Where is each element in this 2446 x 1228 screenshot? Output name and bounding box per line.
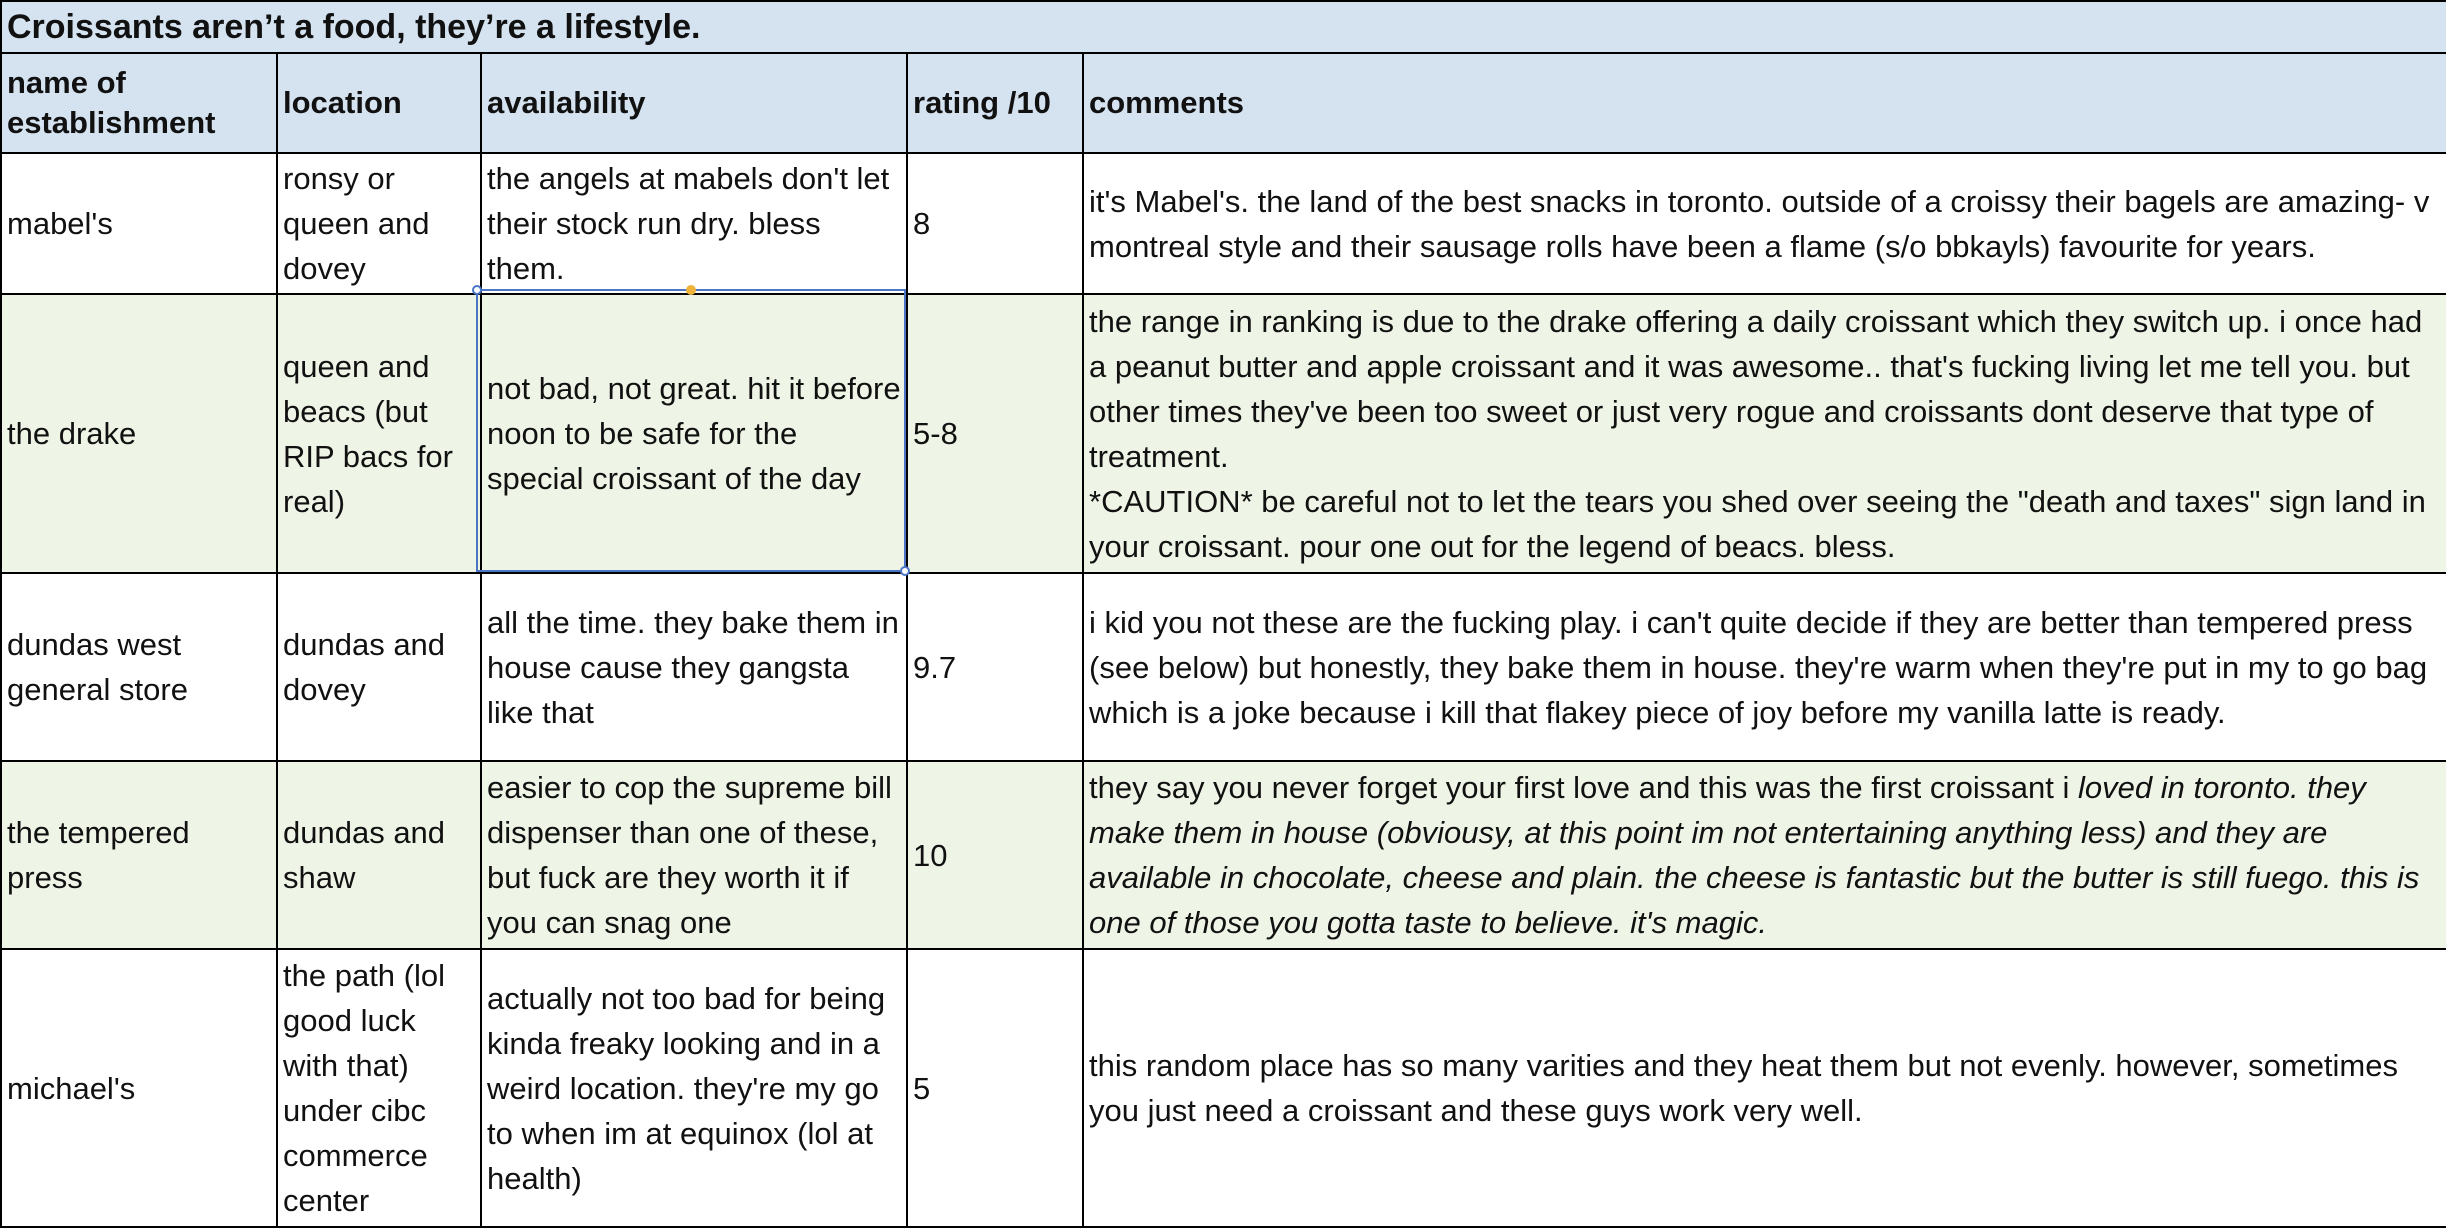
- selection-handle-top-left[interactable]: [472, 285, 482, 295]
- cell-availability[interactable]: easier to cop the supreme bill dispenser than one of these, but fuck are they worth it if you can snag one: [481, 761, 907, 949]
- comment-caution: *CAUTION* be careful not to let the tears you shed over seeing the "death and taxes" sign land in your croissant. pour one out for the legend of beacs. bless.: [1089, 483, 2426, 564]
- header-location[interactable]: location: [277, 53, 481, 153]
- cell-location[interactable]: dundas and dovey: [277, 573, 481, 761]
- selection-handle-top[interactable]: [686, 285, 696, 295]
- table-row: [1, 153, 2446, 294]
- comment-text: they say you never forget your first love and this was the first croissant i: [1089, 770, 2078, 805]
- header-name[interactable]: name of establishment: [1, 53, 277, 153]
- table-row: [1, 761, 2446, 949]
- header-row: [1, 53, 2446, 153]
- cell-location[interactable]: ronsy or queen and dovey: [277, 153, 481, 294]
- table-row: [1, 573, 2446, 761]
- sheet-title[interactable]: Croissants aren’t a food, they’re a lifestyle.: [1, 1, 2446, 53]
- cell-name[interactable]: michael's: [1, 949, 277, 1227]
- cell-location[interactable]: the path (lol good luck with that) under cibc commerce center: [277, 949, 481, 1227]
- selection-handle-bottom-right[interactable]: [900, 566, 910, 576]
- table-row: [1, 294, 2446, 573]
- cell-rating[interactable]: 5: [907, 949, 1083, 1227]
- header-availability[interactable]: availability: [481, 53, 907, 153]
- cell-comments[interactable]: this random place has so many varities and they heat them but not evenly. however, sometimes you just need a croissant and these guys work very well.: [1083, 949, 2446, 1227]
- header-rating[interactable]: rating /10: [907, 53, 1083, 153]
- title-row: [1, 1, 2446, 53]
- cell-comments[interactable]: [1083, 294, 2446, 573]
- cell-rating[interactable]: 5-8: [907, 294, 1083, 573]
- cell-availability[interactable]: all the time. they bake them in house cause they gangsta like that: [481, 573, 907, 761]
- cell-availability[interactable]: not bad, not great. hit it before noon to be safe for the special croissant of the day: [481, 294, 907, 573]
- cell-name[interactable]: dundas west general store: [1, 573, 277, 761]
- cell-comments[interactable]: [1083, 761, 2446, 949]
- cell-rating[interactable]: 9.7: [907, 573, 1083, 761]
- comment-paragraph: the range in ranking is due to the drake offering a daily croissant which they switch up. i once had a peanut butter and apple croissant and it was awesome.. that's fucking living let me tell you. but other times they've been too sweet or just very rogue and croissants dont deserve that type of treatment.: [1089, 303, 2423, 474]
- cell-availability[interactable]: the angels at mabels don't let their stock run dry. bless them.: [481, 153, 907, 294]
- table-row: [1, 949, 2446, 1227]
- cell-name[interactable]: mabel's: [1, 153, 277, 294]
- header-comments[interactable]: comments: [1083, 53, 2446, 153]
- cell-name[interactable]: the tempered press: [1, 761, 277, 949]
- cell-location[interactable]: dundas and shaw: [277, 761, 481, 949]
- cell-rating[interactable]: 8: [907, 153, 1083, 294]
- cell-rating[interactable]: 10: [907, 761, 1083, 949]
- cell-comments[interactable]: i kid you not these are the fucking play. i can't quite decide if they are better than tempered press (see below) but honestly, they bake them in house. they're warm when they're put in my to go bag which is a joke because i kill that flakey piece of joy before my vanilla latte is ready.: [1083, 573, 2446, 761]
- cell-location[interactable]: queen and beacs (but RIP bacs for real): [277, 294, 481, 573]
- cell-selection-frame[interactable]: [476, 289, 906, 572]
- comment-italic-text: loved in toronto. they make them in house (obviousy, at this point im not entertaining anything less) and they are available in chocolate, cheese and plain. the cheese is fantastic but the butter is still fuego. this is one of those you gotta taste to believe. it's magic.: [1089, 770, 2420, 940]
- cell-comments[interactable]: it's Mabel's. the land of the best snacks in toronto. outside of a croissy their bagels are amazing- v montreal style and their sausage rolls have been a flame (s/o bbkayls) favourite for years.: [1083, 153, 2446, 294]
- cell-availability[interactable]: actually not too bad for being kinda freaky looking and in a weird location. they're my go to when im at equinox (lol at health): [481, 949, 907, 1227]
- cell-name[interactable]: the drake: [1, 294, 277, 573]
